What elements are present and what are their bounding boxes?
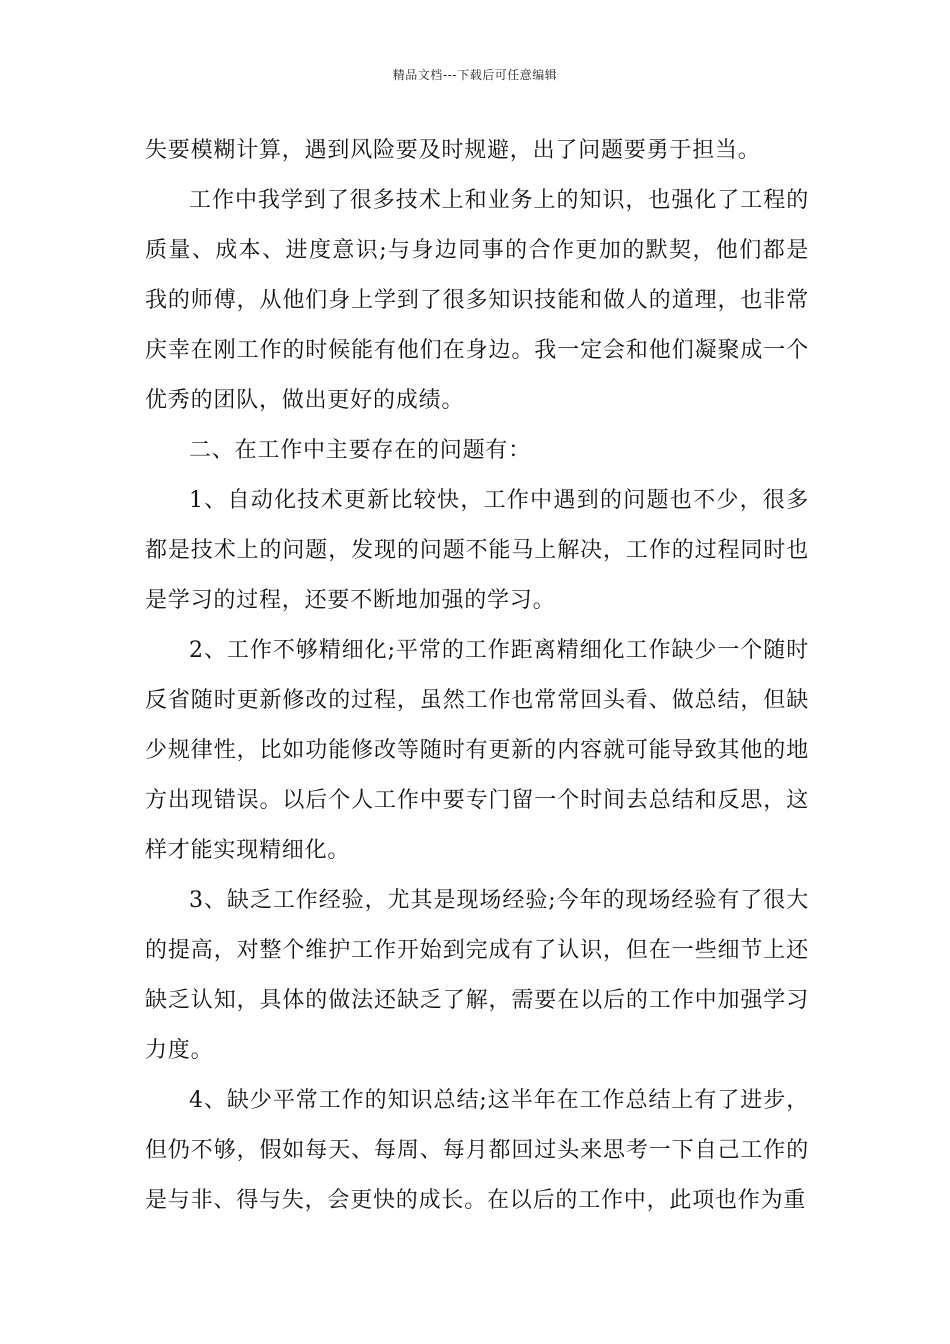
page-header: 精品文档---下载后可任意编辑 [392,68,558,82]
document-body [145,126,809,1226]
paragraph-problem-3: 3、缺乏工作经验，尤其是现场经验;今年的现场经验有了很大的提高，对整个维护工作开始到完成有了认识，但在一些细节上还缺乏认知，具体的做法还缺乏了解，需要在以后的工作中加强学习力度。 [145,888,809,1063]
paragraph-problem-1: 1、自动化技术更新比较快，工作中遇到的问题也不少，很多都是技术上的问题，发现的问题不能马上解决，工作的过程同时也是学习的过程，还要不断地加强的学习。 [145,488,809,613]
paragraph-problem-4: 4、缺少平常工作的知识总结;这半年在工作总结上有了进步，但仍不够，假如每天、每周、每月都回过头来思考一下自己工作的是与非、得与失，会更快的成长。在以后的工作中，此项也作为重 [145,1088,809,1213]
paragraph-learning: 工作中我学到了很多技术上和业务上的知识，也强化了工程的质量、成本、进度意识;与身边同事的合作更加的默契，他们都是我的师傅，从他们身上学到了很多知识技能和做人的道理，也非常庆幸在刚工作的时候能有他们在身边。我一定会和他们凝聚成一个优秀的团队，做出更好的成绩。 [145,188,809,413]
paragraph-problem-2: 2、工作不够精细化;平常的工作距离精细化工作缺少一个随时反省随时更新修改的过程，虽然工作也常常回头看、做总结，但缺少规律性，比如功能修改等随时有更新的内容就可能导致其他的地方出现错误。以后个人工作中要专门留一个时间去总结和反思，这样才能实现精细化。 [145,638,809,863]
section-heading-problems: 二、在工作中主要存在的问题有： [189,438,532,463]
paragraph-continuation: 失要模糊计算，遇到风险要及时规避，出了问题要勇于担当。 [145,138,761,163]
